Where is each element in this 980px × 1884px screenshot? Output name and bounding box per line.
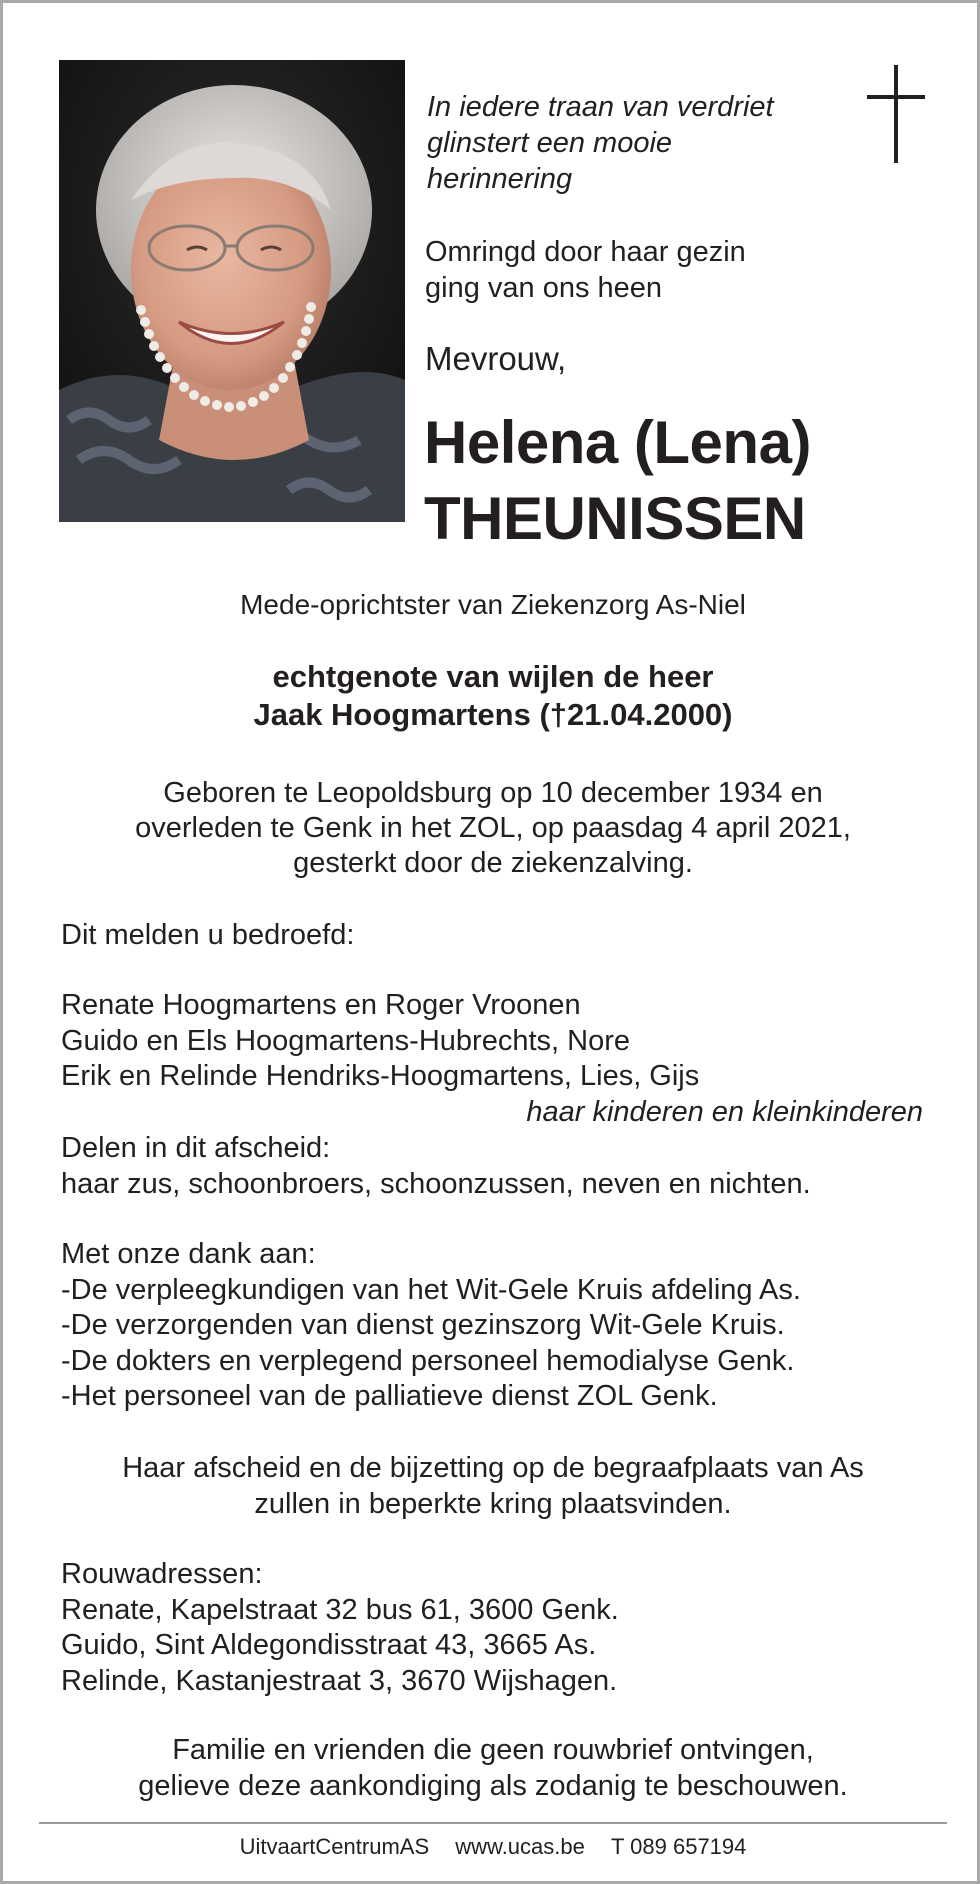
family-caption: haar kinderen en kleinkinderen <box>526 1095 923 1128</box>
quote-line: In iedere traan van verdriet <box>427 91 774 123</box>
footer-website: www.ucas.be <box>455 1834 585 1859</box>
family-member: Guido en Els Hoogmartens-Hubrechts, Nore <box>61 1024 630 1057</box>
intro-text <box>425 234 845 306</box>
footer-phone: T 089 657194 <box>611 1834 747 1859</box>
footer-divider <box>39 1822 947 1824</box>
share-line: haar zus, schoonbroers, schoonzussen, neven en nichten. <box>61 1167 811 1200</box>
farewell-note <box>3 1451 980 1522</box>
intro-line: ging van ons heen <box>425 272 663 304</box>
details-line: gesterkt door de ziekenzalving. <box>293 847 693 879</box>
family-notice <box>3 1733 980 1804</box>
share-line: Delen in dit afscheid: <box>61 1132 331 1164</box>
salutation: Mevrouw, <box>425 340 567 377</box>
spouse-line: echtgenote van wijlen de heer <box>272 659 714 694</box>
family-member: Erik en Relinde Hendriks-Hoogmartens, Lies, Gijs <box>61 1060 700 1092</box>
intro-line: Omringd door haar gezin <box>425 236 746 268</box>
family-notice-line: Familie en vrienden die geen rouwbrief ontvingen, <box>172 1734 814 1766</box>
footer <box>3 1832 980 1862</box>
spouse-note <box>3 658 980 734</box>
farewell-line: Haar afscheid en de bijzetting op de begraafplaats van As <box>122 1452 864 1484</box>
details-line: overleden te Genk in het ZOL, op paasdag 4 april 2021, <box>135 812 851 844</box>
farewell-line: zullen in beperkte kring plaatsvinden. <box>254 1487 732 1520</box>
deceased-last-name: THEUNISSEN <box>424 485 806 552</box>
spouse-line: Jaak Hoogmartens (†21.04.2000) <box>253 697 733 732</box>
thanks-line: Met onze dank aan: <box>61 1238 316 1270</box>
family-notice-line: gelieve deze aankondiging als zodanig te beschouwen. <box>138 1769 848 1802</box>
deceased-first-name: Helena (Lena) <box>424 409 811 476</box>
thanks-line: -Het personeel van de palliatieve dienst ZOL Genk. <box>61 1380 718 1412</box>
birth-death-details <box>3 776 980 881</box>
quote-line: herinnering <box>427 163 573 195</box>
portrait-image <box>59 60 405 522</box>
family-list <box>61 988 941 1130</box>
condolence-addresses <box>61 1557 941 1699</box>
thanks-line: -De dokters en verplegend personeel hemodialyse Genk. <box>61 1344 795 1377</box>
address-line: Guido, Sint Aldegondisstraat 43, 3665 As. <box>61 1629 597 1661</box>
details-line: Geboren te Leopoldsburg op 10 december 1934 en <box>163 777 823 809</box>
memorial-quote <box>427 89 847 197</box>
founder-note: Mede-oprichtster van Ziekenzorg As-Niel <box>240 589 746 620</box>
thanks-line: -De verzorgenden van dienst gezinszorg Wit-Gele Kruis. <box>61 1309 785 1341</box>
family-member: Renate Hoogmartens en Roger Vroonen <box>61 989 581 1021</box>
footer-org: UitvaartCentrumAS <box>239 1834 430 1859</box>
thanks-list <box>61 1237 941 1415</box>
address-line: Relinde, Kastanjestraat 3, 3670 Wijshagen. <box>61 1664 618 1697</box>
quote-line: glinstert een mooie <box>427 127 673 159</box>
address-line: Renate, Kapelstraat 32 bus 61, 3600 Genk. <box>61 1593 619 1626</box>
cross-icon <box>867 65 925 163</box>
deceased-name <box>424 405 944 557</box>
portrait-photo <box>59 60 405 522</box>
announcement: Dit melden u bedroefd: <box>61 919 355 951</box>
thanks-line: -De verpleegkundigen van het Wit-Gele Kruis afdeling As. <box>61 1273 801 1306</box>
address-heading: Rouwadressen: <box>61 1558 263 1590</box>
shared-farewell <box>61 1131 941 1202</box>
